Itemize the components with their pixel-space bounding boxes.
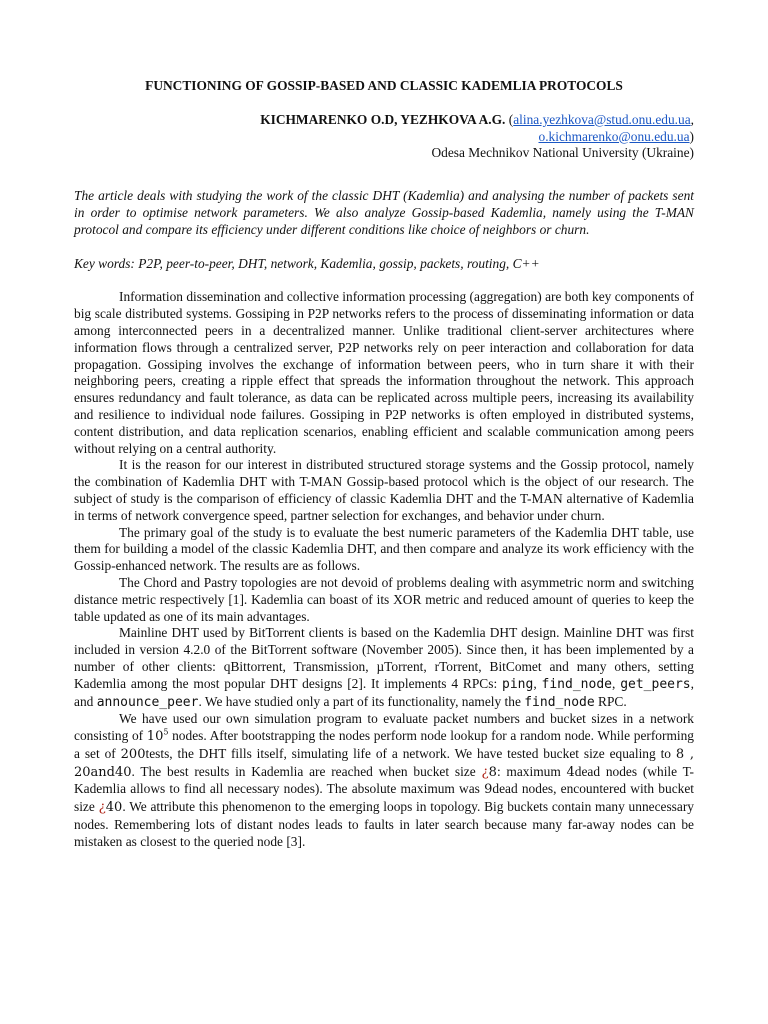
rpc-find-node: find_node [541,676,612,692]
p6-text-2: nodes. After bootstrapping the nodes perform node lookup for a random node. While performing a set of [74,728,694,761]
math-bucket-40: 40 [105,800,123,816]
p6-text-1: We have used our own simulation program to evaluate packet numbers and bucket sizes in a network consisting of [74,711,694,744]
math-base: 10 [146,729,164,745]
math-dead-4: 4 [566,764,575,780]
p5-sep-1: , [533,675,542,691]
abstract: The article deals with studying the work of the classic DHT (Kademlia) and analysing the number of packets sent in order to optimise network parameters. We also analyze Gossip-based Kademlia, namely using the T-MAN protocol and compare its efficiency under different conditions like choice of neighbors or churn. [74,188,694,237]
rpc-ping: ping [502,676,534,692]
open-paren: ( [508,111,514,127]
paper-title: FUNCTIONING OF GOSSIP-BASED AND CLASSIC KADEMLIA PROTOCOLS [145,78,623,93]
p6-text-8: . We attribute this phenomenon to the emerging loops in topology. Big buckets contain many unnecessary nodes. Remembering lots of distant nodes leads to faults in later search because many far-away nodes can be mistaken as closest to the queried node [3]. [74,799,694,849]
p6-text-4: . The best results in Kademlia are reached when bucket size [131,763,482,779]
math-exponent: 5 [163,727,169,737]
paragraph-5 [74,625,694,711]
p5-sep-2: , [611,675,621,691]
p5-text-1: Mainline DHT used by BitTorrent clients is based on the Kademlia DHT design. Mainline DHT was first included in version 4.2.0 of the BitTorrent software (November 2005). Since then, it has been implemented by a number of other clients: qBittorrent, Transmission, µTorrent, rTorrent, BitComet and many others, setting Kademlia among the most popular DHT designs [2]. It implements 4 RPCs: [74,625,694,691]
math-bucket-sizes: 8 , 20and40 [74,746,694,780]
p6-text-6: dead nodes (while T-Kademlia allows to find all necessary nodes). The absolute maximum was [74,763,695,797]
math-tests: 200 [120,746,146,762]
rpc-find-node-2: find_node [524,694,595,710]
invalid-glyph-1: ¿ [481,764,489,780]
email-link-kichmarenko[interactable]: o.kichmarenko@onu.edu.ua [538,128,690,144]
affiliation: Odesa Mechnikov National University (Ukraine) [431,145,694,161]
math-bucket-8: 8 [488,764,497,780]
p5-text-3: RPC. [594,693,627,709]
rpc-get-peers: get_peers [620,676,691,692]
p5-text-2: . We have studied only a part of its functionality, namely the [198,693,525,709]
email-separator: , [690,111,694,127]
paragraph-1: Information dissemination and collective information processing (aggregation) are both key components of big scale distributed systems. Gossiping in P2P networks refers to the process of disseminating information or data among interconnected peers in a decentralized manner. Unlike traditional client-server architectures where information flows through a centralized server, P2P networks rely on peer interaction and collaboration for data propagation. Gossiping involves the exchange of information between peers, who in turn share it with their neighboring peers, creating a ripple effect that spreads the information throughout the network. This approach ensures redundancy and fault tolerance, as data can be replicated across multiple peers, increasing its availability and resilience to individual node failures. Gossiping in P2P networks is often employed in distributed systems, content distribution, and data replication scenarios, enabling efficient and scalable communication among peers without relying on a central authority. [74,289,694,456]
paragraph-6 [74,711,694,850]
email-link-yezhkova[interactable]: alina.yezhkova@stud.onu.edu.ua [513,111,691,127]
invalid-glyph-2: ¿ [98,800,106,816]
p5-sep-3: , and [74,675,694,709]
math-node-count [147,729,169,744]
author-names: KICHMARENKO O.D, YEZHKOVA A.G. [260,111,506,127]
p6-text-3: tests, the DHT fills itself, simulating life of a network. We have tested bucket size equaling to [145,745,676,761]
p6-text-5: : maximum [496,763,567,779]
rpc-announce-peer: announce_peer [96,694,199,710]
math-dead-9: 9 [484,782,493,798]
close-paren: ) [689,128,694,144]
author-block [74,112,694,162]
paragraph-4: The Chord and Pastry topologies are not devoid of problems dealing with asymmetric norm and switching distance metric respectively [1]. Kademlia can boast of its XOR metric and reduced amount of queries to keep the table updated as one of its main advantages. [74,574,694,624]
body-text [74,289,694,850]
p6-text-7: dead nodes, encountered with bucket size [74,781,694,815]
paragraph-2: It is the reason for our interest in distributed structured storage systems and the Gossip protocol, namely the combination of Kademlia DHT with T-MAN Gossip-based protocol which is the object of our research. The subject of study is the comparison of efficiency of classic Kademlia DHT and the T-MAN alternative of Kademlia in terms of network convergence speed, partner selection for exchanges, and behavior under churn. [74,457,694,523]
keywords: Key words: P2P, peer-to-peer, DHT, network, Kademlia, gossip, packets, routing, C++ [74,255,540,271]
paragraph-3: The primary goal of the study is to evaluate the best numeric parameters of the Kademlia DHT table, use them for building a model of the classic Kademlia DHT, and then compare and analyze its work efficiency with the Gossip-enhanced network. The results are as follows. [74,524,694,574]
